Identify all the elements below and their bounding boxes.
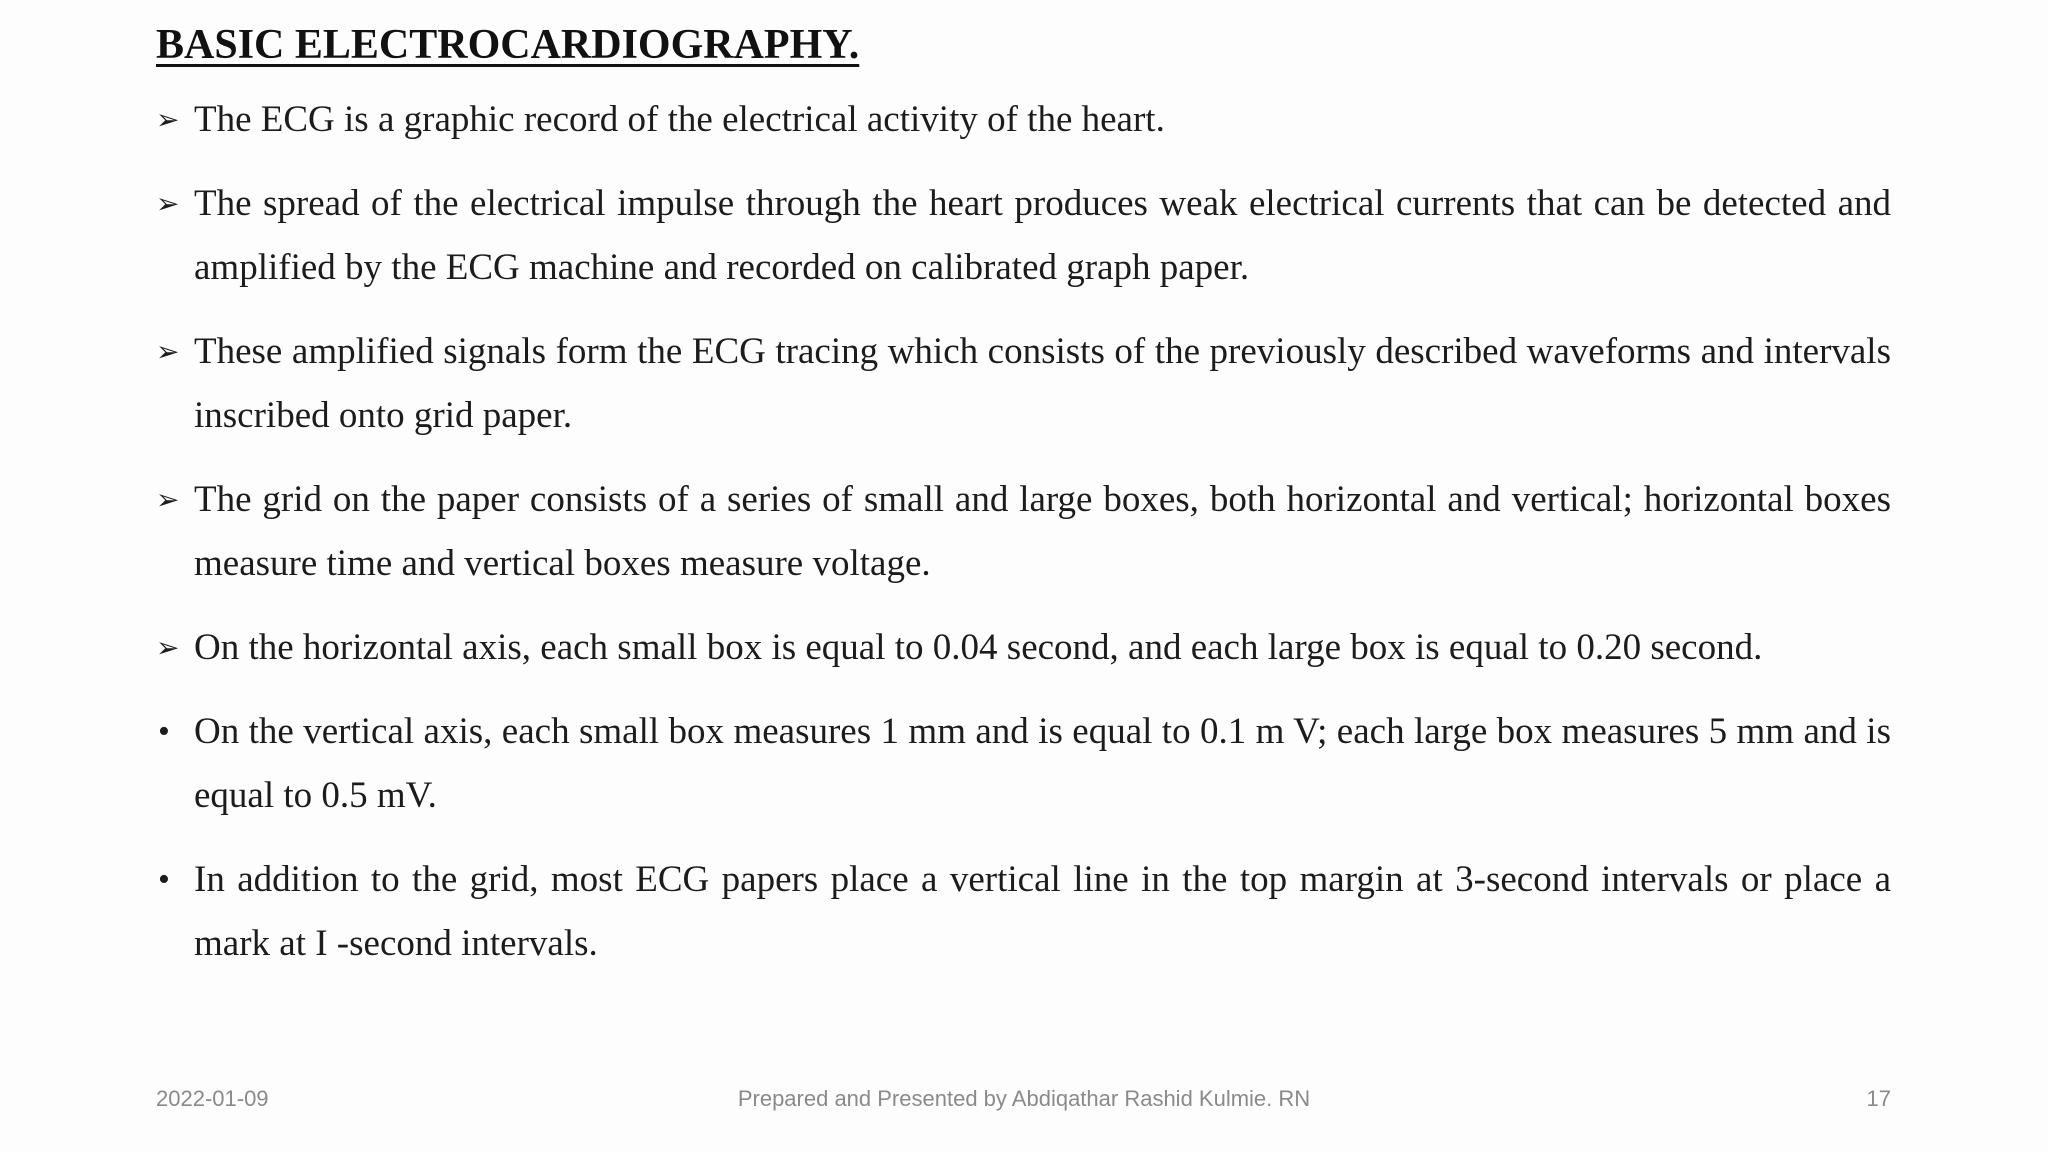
footer-date: 2022-01-09 [156,1086,269,1111]
list-item [156,848,1891,976]
arrow-bullet-icon: ➢ [156,335,180,368]
list-item [156,700,1891,828]
list-item [156,88,1891,152]
list-item-text: On the horizontal axis, each small box is equal to 0.04 second, and each large box is equal to 0.20 second. [194,627,1763,668]
list-item-text: On the vertical axis, each small box measures 1 mm and is equal to 0.1 m V; each large box measures 5 mm and is equal to 0.5 mV. [194,711,1891,816]
list-item [156,320,1891,448]
arrow-bullet-icon: ➢ [156,103,180,136]
footer-presenter: Prepared and Presented by Abdiqathar Rashid Kulmie. RN [737,1086,1311,1111]
list-item [156,172,1891,300]
list-item [156,468,1891,596]
arrow-bullet-icon: ➢ [156,631,180,664]
arrow-bullet-icon: ➢ [156,483,180,516]
dot-bullet-icon: • [158,713,170,750]
bullet-list [156,88,1891,996]
list-item-text: These amplified signals form the ECG tracing which consists of the previously described waveforms and intervals inscribed onto grid paper. [194,331,1891,436]
list-item [156,616,1891,680]
list-item-text: The grid on the paper consists of a series of small and large boxes, both horizontal and vertical; horizontal boxes measure time and vertical boxes measure voltage. [194,479,1891,584]
list-item-text: The spread of the electrical impulse through the heart produces weak electrical currents that can be detected and amplified by the ECG machine and recorded on calibrated graph paper. [194,183,1891,288]
dot-bullet-icon: • [158,861,170,898]
slide-title: BASIC ELECTROCARDIOGRAPHY. [156,22,860,68]
list-item-text: The ECG is a graphic record of the electrical activity of the heart. [194,99,1165,140]
arrow-bullet-icon: ➢ [156,187,180,220]
page-number: 17 [1866,1086,1891,1111]
list-item-text: In addition to the grid, most ECG papers place a vertical line in the top margin at 3-second intervals or place a mark at I -second intervals. [194,859,1891,964]
